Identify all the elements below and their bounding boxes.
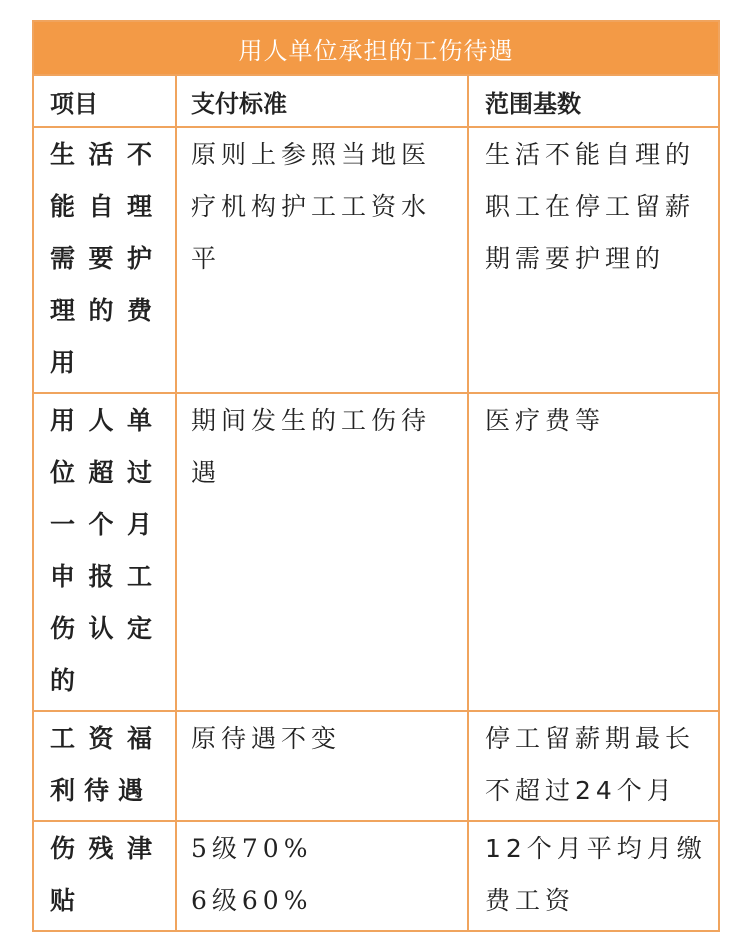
row-standard: 原则上参照当地医疗机构护工工资水平 [176, 127, 468, 393]
table-row [33, 127, 719, 393]
standard-line: 5级70% [191, 834, 313, 863]
header-standard: 支付标准 [176, 75, 468, 127]
row-item: 生活不能自理需要护理的费用 [33, 127, 176, 393]
work-injury-benefits-table [32, 20, 720, 932]
row-scope: 医疗费等 [468, 393, 719, 711]
table-row [33, 821, 719, 931]
header-row [33, 75, 719, 127]
header-scope: 范围基数 [468, 75, 719, 127]
table-title: 用人单位承担的工伤待遇 [33, 21, 719, 75]
row-standard: 原待遇不变 [176, 711, 468, 821]
row-scope: 生活不能自理的职工在停工留薪期需要护理的 [468, 127, 719, 393]
header-item: 项目 [33, 75, 176, 127]
row-item: 伤残津贴 [33, 821, 176, 931]
row-standard [176, 821, 468, 931]
table-row [33, 711, 719, 821]
row-item: 工资福利待遇 [33, 711, 176, 821]
table-row [33, 393, 719, 711]
row-standard: 期间发生的工伤待遇 [176, 393, 468, 711]
row-scope: 12个月平均月缴费工资 [468, 821, 719, 931]
row-item: 用人单位超过一个月申报工伤认定的 [33, 393, 176, 711]
standard-line: 6级60% [191, 886, 313, 915]
row-scope: 停工留薪期最长不超过24个月 [468, 711, 719, 821]
